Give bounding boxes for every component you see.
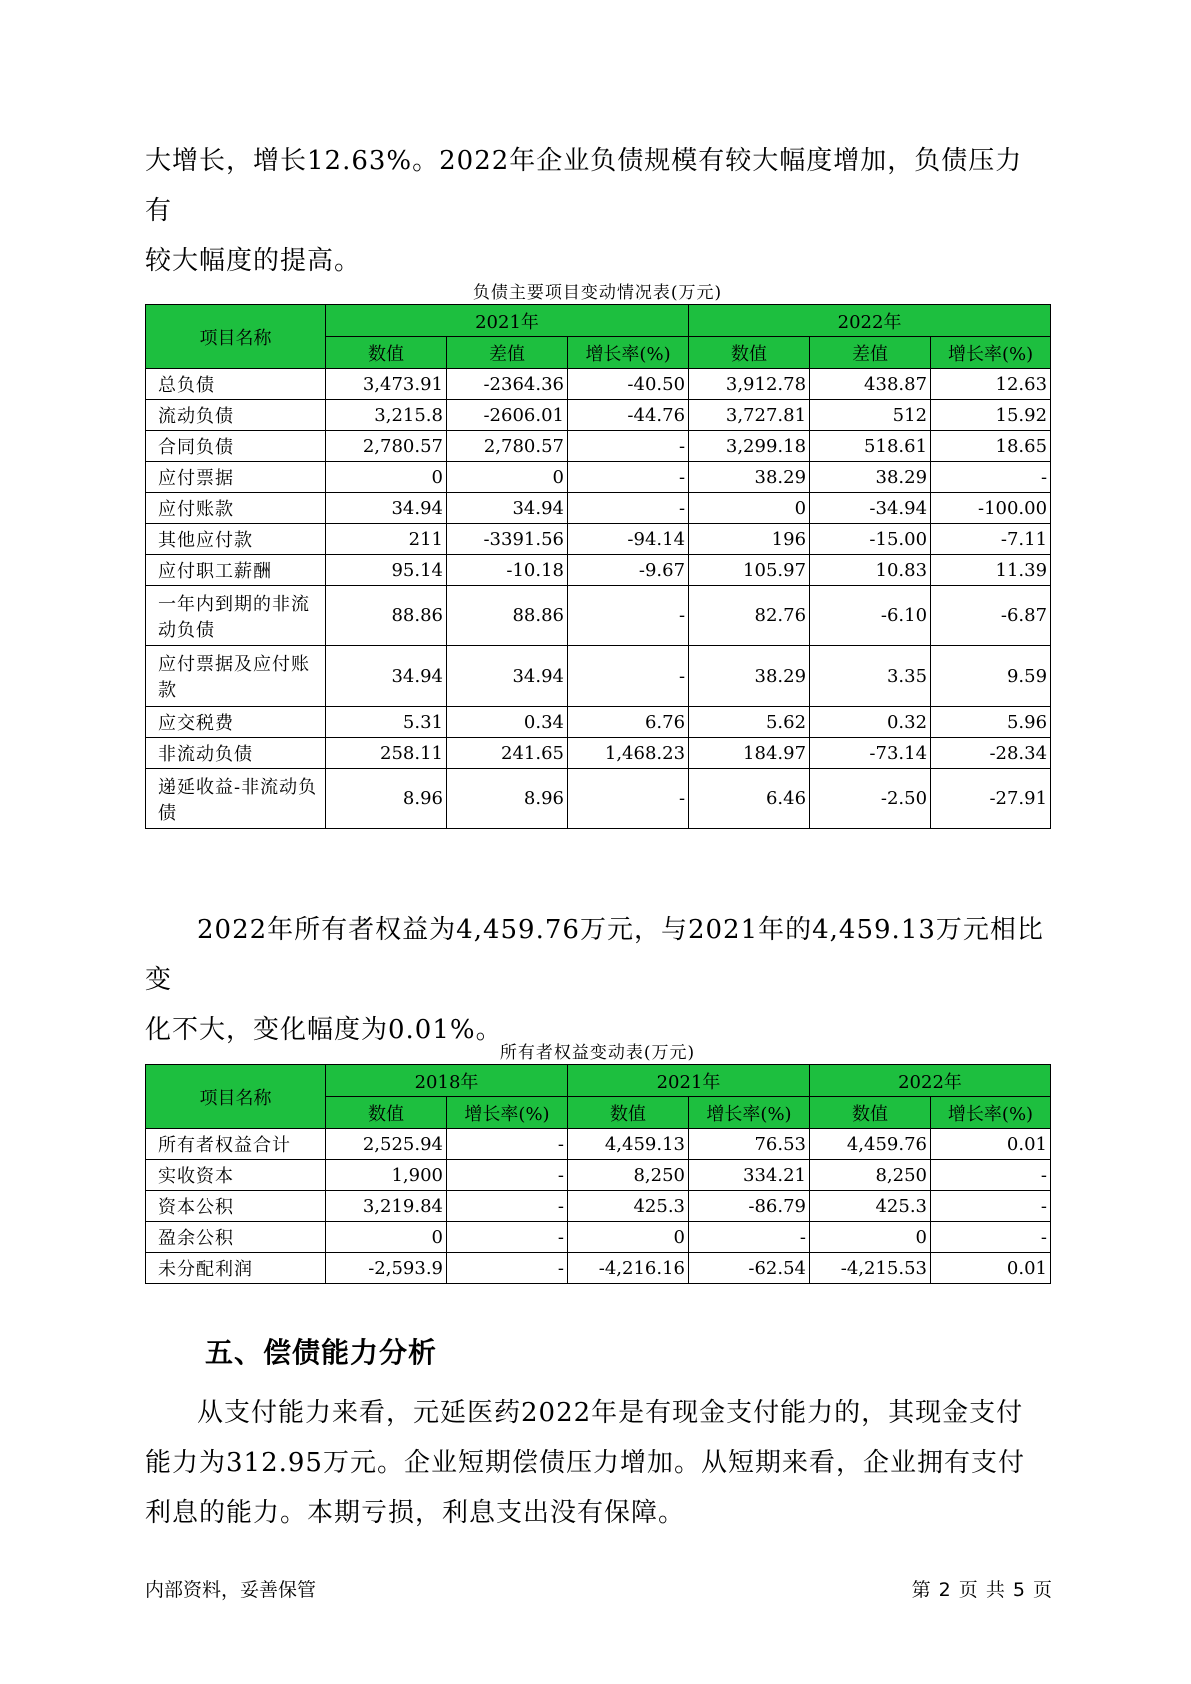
table-cell: 2,780.57 bbox=[326, 431, 447, 462]
table-row bbox=[146, 1222, 1051, 1253]
equity-line-1: 2022年所有者权益为4,459.76万元，与2021年的4,459.13万元相比变 bbox=[145, 915, 1044, 995]
table-row bbox=[146, 738, 1051, 769]
year-2021-header: 2021年 bbox=[326, 305, 689, 337]
row-label: 盈余公积 bbox=[146, 1222, 326, 1253]
table-cell: 5.96 bbox=[931, 707, 1051, 738]
table-cell: - bbox=[931, 1191, 1051, 1222]
table-cell: - bbox=[568, 769, 689, 829]
value-header: 数值 bbox=[326, 1097, 447, 1129]
year-2022-header: 2022年 bbox=[810, 1065, 1051, 1097]
table-cell: -4,216.16 bbox=[568, 1253, 689, 1284]
table-cell: 8,250 bbox=[810, 1160, 931, 1191]
table-cell: 3,215.8 bbox=[326, 400, 447, 431]
table-cell: - bbox=[689, 1222, 810, 1253]
solvency-line-3: 利息的能力。本期亏损，利息支出没有保障。 bbox=[145, 1498, 686, 1528]
table-cell: 0 bbox=[810, 1222, 931, 1253]
table-cell: 196 bbox=[689, 524, 810, 555]
table-cell: -2364.36 bbox=[447, 369, 568, 400]
table-cell: 0.32 bbox=[810, 707, 931, 738]
table-cell: 15.92 bbox=[931, 400, 1051, 431]
table-cell: - bbox=[447, 1253, 568, 1284]
table-cell: 3,219.84 bbox=[326, 1191, 447, 1222]
row-label: 实收资本 bbox=[146, 1160, 326, 1191]
table-cell: 34.94 bbox=[447, 646, 568, 707]
row-label: 其他应付款 bbox=[146, 524, 326, 555]
row-label: 合同负债 bbox=[146, 431, 326, 462]
row-label: 应付票据及应付账款 bbox=[146, 646, 326, 707]
table-cell: 0.01 bbox=[931, 1253, 1051, 1284]
table-row bbox=[146, 707, 1051, 738]
table-cell: -2,593.9 bbox=[326, 1253, 447, 1284]
table-cell: 0 bbox=[568, 1222, 689, 1253]
row-label: 递延收益-非流动负债 bbox=[146, 769, 326, 829]
table-row bbox=[146, 369, 1051, 400]
table-cell: 6.76 bbox=[568, 707, 689, 738]
row-label: 一年内到期的非流动负债 bbox=[146, 586, 326, 646]
item-name-header: 项目名称 bbox=[146, 305, 326, 369]
table-row bbox=[146, 1191, 1051, 1222]
table-cell: -27.91 bbox=[931, 769, 1051, 829]
year-2018-header: 2018年 bbox=[326, 1065, 568, 1097]
table-cell: 12.63 bbox=[931, 369, 1051, 400]
table-row bbox=[146, 524, 1051, 555]
row-label: 非流动负债 bbox=[146, 738, 326, 769]
table-cell: 2,525.94 bbox=[326, 1129, 447, 1160]
table-cell: 8,250 bbox=[568, 1160, 689, 1191]
table-cell: 241.65 bbox=[447, 738, 568, 769]
table-cell: - bbox=[931, 1160, 1051, 1191]
table-cell: -4,215.53 bbox=[810, 1253, 931, 1284]
table-cell: 38.29 bbox=[810, 462, 931, 493]
table-cell: -34.94 bbox=[810, 493, 931, 524]
table-cell: 0 bbox=[447, 462, 568, 493]
table-cell: -6.87 bbox=[931, 586, 1051, 646]
table-cell: 3,912.78 bbox=[689, 369, 810, 400]
table-cell: -3391.56 bbox=[447, 524, 568, 555]
table-cell: 512 bbox=[810, 400, 931, 431]
table-row bbox=[146, 1253, 1051, 1284]
growth-header: 增长率(%) bbox=[568, 337, 689, 369]
table-cell: -94.14 bbox=[568, 524, 689, 555]
intro-paragraph bbox=[145, 136, 1045, 286]
table-row bbox=[146, 462, 1051, 493]
table-cell: - bbox=[931, 462, 1051, 493]
table-cell: -40.50 bbox=[568, 369, 689, 400]
growth-header: 增长率(%) bbox=[447, 1097, 568, 1129]
table-cell: 425.3 bbox=[568, 1191, 689, 1222]
equity-paragraph bbox=[145, 905, 1045, 1055]
table-cell: -28.34 bbox=[931, 738, 1051, 769]
solvency-line-2: 能力为312.95万元。企业短期偿债压力增加。从短期来看，企业拥有支付 bbox=[145, 1448, 1025, 1478]
table-cell: -10.18 bbox=[447, 555, 568, 586]
table-cell: -6.10 bbox=[810, 586, 931, 646]
table-cell: 0 bbox=[689, 493, 810, 524]
row-label: 资本公积 bbox=[146, 1191, 326, 1222]
table-cell: 3,473.91 bbox=[326, 369, 447, 400]
table-cell: 518.61 bbox=[810, 431, 931, 462]
diff-header: 差值 bbox=[447, 337, 568, 369]
table-cell: - bbox=[568, 646, 689, 707]
table-cell: 8.96 bbox=[447, 769, 568, 829]
table-cell: -9.67 bbox=[568, 555, 689, 586]
table-cell: - bbox=[447, 1160, 568, 1191]
table-cell: - bbox=[568, 586, 689, 646]
row-label: 应付票据 bbox=[146, 462, 326, 493]
intro-line-2: 较大幅度的提高。 bbox=[145, 246, 362, 276]
table-row bbox=[146, 1129, 1051, 1160]
table-row bbox=[146, 431, 1051, 462]
table-cell: 0 bbox=[326, 462, 447, 493]
table-cell: 34.94 bbox=[326, 493, 447, 524]
year-2022-header: 2022年 bbox=[689, 305, 1051, 337]
table-cell: - bbox=[447, 1222, 568, 1253]
table-cell: -15.00 bbox=[810, 524, 931, 555]
table-cell: 0 bbox=[326, 1222, 447, 1253]
table-cell: 0.01 bbox=[931, 1129, 1051, 1160]
table-cell: 334.21 bbox=[689, 1160, 810, 1191]
table-cell: -86.79 bbox=[689, 1191, 810, 1222]
table-row bbox=[146, 586, 1051, 646]
liabilities-table bbox=[145, 304, 1051, 829]
section-title: 五、偿债能力分析 bbox=[205, 1336, 438, 1369]
table-cell: 10.83 bbox=[810, 555, 931, 586]
table-cell: 38.29 bbox=[689, 646, 810, 707]
liabilities-table-caption: 负债主要项目变动情况表(万元) bbox=[472, 283, 723, 303]
row-label: 应付职工薪酬 bbox=[146, 555, 326, 586]
table-cell: - bbox=[447, 1191, 568, 1222]
value-header: 数值 bbox=[568, 1097, 689, 1129]
solvency-paragraph bbox=[145, 1388, 1045, 1538]
equity-table bbox=[145, 1064, 1051, 1284]
year-2021-header: 2021年 bbox=[568, 1065, 810, 1097]
table-cell: 425.3 bbox=[810, 1191, 931, 1222]
item-name-header: 项目名称 bbox=[146, 1065, 326, 1129]
table-cell: 8.96 bbox=[326, 769, 447, 829]
equity-table-caption: 所有者权益变动表(万元) bbox=[499, 1043, 696, 1063]
table-cell: -2.50 bbox=[810, 769, 931, 829]
row-label: 总负债 bbox=[146, 369, 326, 400]
value-header: 数值 bbox=[326, 337, 447, 369]
row-label: 所有者权益合计 bbox=[146, 1129, 326, 1160]
table-cell: -7.11 bbox=[931, 524, 1051, 555]
table-cell: -73.14 bbox=[810, 738, 931, 769]
table-cell: 5.62 bbox=[689, 707, 810, 738]
table-cell: 11.39 bbox=[931, 555, 1051, 586]
footer-page-number: 第 2 页 共 5 页 bbox=[911, 1579, 1053, 1601]
table-cell: 5.31 bbox=[326, 707, 447, 738]
table-cell: - bbox=[931, 1222, 1051, 1253]
table-cell: 88.86 bbox=[447, 586, 568, 646]
equity-line-2: 化不大，变化幅度为0.01%。 bbox=[145, 1015, 503, 1045]
table-cell: 76.53 bbox=[689, 1129, 810, 1160]
table-cell: 4,459.76 bbox=[810, 1129, 931, 1160]
table-cell: -44.76 bbox=[568, 400, 689, 431]
table-row bbox=[146, 646, 1051, 707]
table-cell: -100.00 bbox=[931, 493, 1051, 524]
table-cell: 34.94 bbox=[326, 646, 447, 707]
table-cell: 38.29 bbox=[689, 462, 810, 493]
growth-header: 增长率(%) bbox=[931, 1097, 1051, 1129]
table-cell: 95.14 bbox=[326, 555, 447, 586]
table-cell: 1,900 bbox=[326, 1160, 447, 1191]
table-cell: 3,727.81 bbox=[689, 400, 810, 431]
table-cell: - bbox=[568, 493, 689, 524]
table-cell: 4,459.13 bbox=[568, 1129, 689, 1160]
table-cell: 211 bbox=[326, 524, 447, 555]
table-cell: 105.97 bbox=[689, 555, 810, 586]
table-cell: - bbox=[568, 431, 689, 462]
table-row bbox=[146, 769, 1051, 829]
table-cell: 6.46 bbox=[689, 769, 810, 829]
value-header: 数值 bbox=[689, 337, 810, 369]
table-cell: 2,780.57 bbox=[447, 431, 568, 462]
solvency-line-1: 从支付能力来看，元延医药2022年是有现金支付能力的，其现金支付 bbox=[197, 1398, 1024, 1428]
table-cell: 3,299.18 bbox=[689, 431, 810, 462]
value-header: 数值 bbox=[810, 1097, 931, 1129]
table-cell: 18.65 bbox=[931, 431, 1051, 462]
table-cell: - bbox=[568, 462, 689, 493]
table-cell: 258.11 bbox=[326, 738, 447, 769]
row-label: 流动负债 bbox=[146, 400, 326, 431]
table-cell: 1,468.23 bbox=[568, 738, 689, 769]
table-row bbox=[146, 493, 1051, 524]
table-cell: 438.87 bbox=[810, 369, 931, 400]
footer-confidential-note: 内部资料，妥善保管 bbox=[145, 1579, 317, 1601]
table-cell: 82.76 bbox=[689, 586, 810, 646]
table-cell: 184.97 bbox=[689, 738, 810, 769]
table-cell: 0.34 bbox=[447, 707, 568, 738]
table-cell: 34.94 bbox=[447, 493, 568, 524]
table-row bbox=[146, 555, 1051, 586]
growth-header: 增长率(%) bbox=[689, 1097, 810, 1129]
row-label: 应付账款 bbox=[146, 493, 326, 524]
table-cell: -62.54 bbox=[689, 1253, 810, 1284]
growth-header: 增长率(%) bbox=[931, 337, 1051, 369]
row-label: 未分配利润 bbox=[146, 1253, 326, 1284]
diff-header: 差值 bbox=[810, 337, 931, 369]
table-row bbox=[146, 400, 1051, 431]
table-cell: 88.86 bbox=[326, 586, 447, 646]
table-cell: 9.59 bbox=[931, 646, 1051, 707]
table-cell: 3.35 bbox=[810, 646, 931, 707]
table-row bbox=[146, 1160, 1051, 1191]
intro-line-1: 大增长，增长12.63%。2022年企业负债规模有较大幅度增加，负债压力有 bbox=[145, 146, 1023, 226]
table-cell: - bbox=[447, 1129, 568, 1160]
table-cell: -2606.01 bbox=[447, 400, 568, 431]
row-label: 应交税费 bbox=[146, 707, 326, 738]
